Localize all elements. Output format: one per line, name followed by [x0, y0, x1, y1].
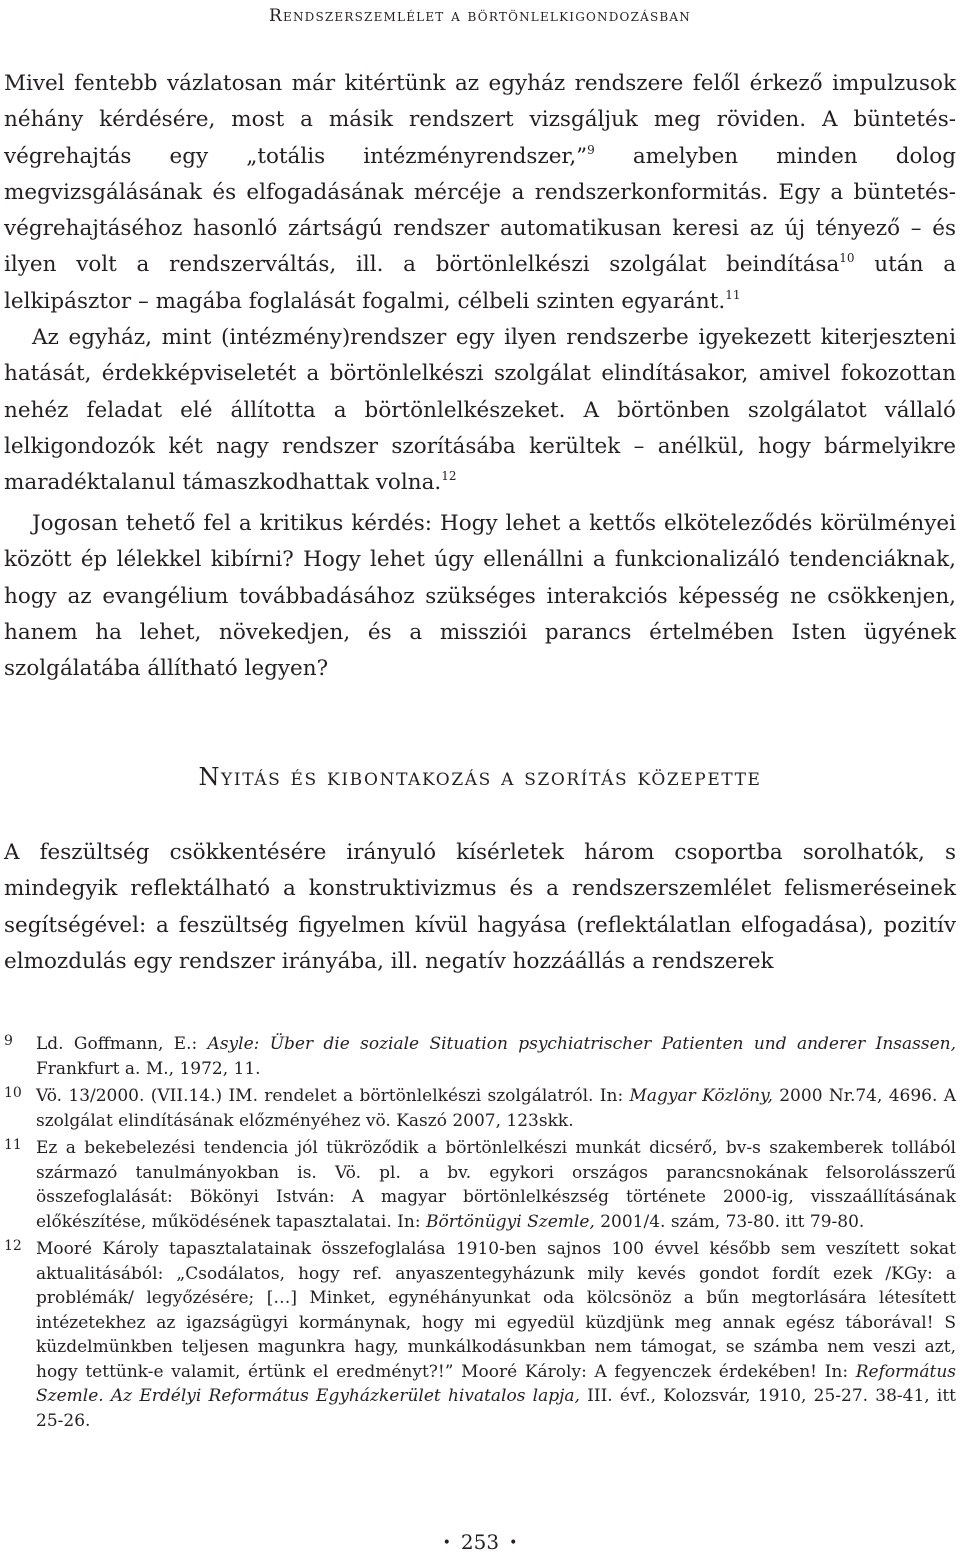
footnote-9	[4, 1032, 956, 1081]
footnote-11	[4, 1136, 956, 1234]
footnote-text: III. évf., Kolozsvár, 1910, 25-27. 38-41, itt 25-26.	[36, 1386, 957, 1431]
footnote-12	[4, 1237, 956, 1433]
footnote-title: Asyle: Über die soziale Situation psychiatrischer Patienten und anderer Insassen,	[207, 1034, 956, 1054]
footnote-number: 9	[4, 1033, 13, 1049]
bullet-ornament: •	[509, 1535, 518, 1551]
footnote-number: 11	[4, 1137, 22, 1153]
footnote-number: 10	[4, 1085, 22, 1101]
paragraph-text: után a lelkipásztor – magába foglalását fogalmi, célbeli szinten egyaránt.	[4, 252, 957, 314]
footnote-ref-10[interactable]: 10	[839, 251, 855, 266]
footnote-title: Börtönügyi Szemle,	[425, 1211, 595, 1232]
bullet-ornament: •	[442, 1535, 451, 1551]
paragraph-4	[4, 835, 956, 980]
paragraph-text: Mivel fentebb vázlatosan már kitértünk az egyház rendszere felől érkező impulzusok néhány kérdésére, most a másik rendszert vizsgáljuk meg röviden. A büntetés-végrehajtás egy „totális intézményrendszer,”	[4, 71, 956, 169]
paragraph-1	[4, 66, 956, 320]
paragraph-text: Az egyház, mint (intézmény)rendszer egy ilyen rendszerbe igyekezett kiterjeszteni hatását, érdekképviseletét a börtönlelkészi szolgálat elindításakor, amivel fokozottan nehéz feladat elé állította a börtönlelkészeket. A börtönben szolgálatot vállaló lelkigondozók két nagy rendszer szorításába kerültek – anélkül, hogy bármelyikre maradéktalanul támaszkodhattak volna.	[4, 325, 956, 496]
running-head: Rendszerszemlélet a börtönlelkigondozásban	[268, 6, 691, 26]
footnote-text: Frankfurt a. M., 1972, 11.	[36, 1058, 261, 1079]
footnote-text: Ld. Goffmann, E.:	[36, 1034, 208, 1054]
paragraph-2	[4, 320, 956, 501]
footnote-text: Ez a bekebelezési tendencia jól tükröződik a börtönlelkészi munkát dicsérő, bv-s szakemberek tollából származó tanulmányokban is. Vö. pl. a bv. egykori országos parancsnokának felsorolásszerű összefoglalását: Bökönyi István: A magyar börtönlelkészség története 2000-ig, visszaállításának előkészítése, működésének tapasztalatai. In:	[36, 1138, 956, 1232]
footnote-number: 12	[4, 1238, 22, 1254]
footnote-text: 2001/4. szám, 73-80. itt 79-80.	[594, 1211, 865, 1232]
footnote-title: Református Szemle. Az Erdélyi Református Egyházkerület hivatalos lapja,	[36, 1361, 956, 1406]
footnote-ref-11[interactable]: 11	[725, 287, 741, 302]
footnote-title: Magyar Közlöny,	[629, 1086, 773, 1106]
paragraph-text: Jogosan tehető fel a kritikus kérdés: Hogy lehet a kettős elköteleződés körülményei között ép lélekkel kibírni? Hogy lehet úgy ellenállni a funkcionalizáló tendenciáknak, hogy az evangélium továbbadásához szükséges interakciós képesség ne csökkenjen, hanem ha lehet, növekedjen, és a missziói parancs értelmében Isten ügyének szolgálatába állítható legyen?	[4, 511, 956, 682]
footnote-text: Vö. 13/2000. (VII.14.) IM. rendelet a börtönlelkészi szolgálatról. In:	[36, 1086, 630, 1106]
page-number-value: 253	[460, 1530, 500, 1554]
section-heading: Nyitás és kibontakozás a szorítás közepette	[198, 763, 762, 791]
footnote-text: 2000 Nr.74, 4696. A szolgálat elindításának előzményéhez vö. Kaszó 2007, 123skk.	[36, 1086, 956, 1131]
page-number	[0, 1530, 960, 1554]
footnote-text: Mooré Károly tapasztalatainak összefoglalása 1910-ben sajnos 100 évvel később sem veszített sokat aktualitásából: „Csodálatos, hogy ref. anyaszentegyházunk mily kevés gondot fordít ezek /KGy: a problémák/ legyőzésére; […] Minket, egynéhányunkat oda kölcsönöz a bűn megtorlására létesített intézetekhez az igazságügyi kormánynak, hogy mi egyedül küzdjünk meg annak egész táborával! S küzdelmünkben teljesen magunkra hagy, munkálkodásunkban nem támogat, se számba nem veszi azt, hogy tettünk-e valamit, értünk el eredményt?!” Mooré Károly: A fegyenczek érdekében! In:	[36, 1239, 956, 1382]
footnote-ref-12[interactable]: 12	[441, 469, 457, 484]
footnote-ref-9[interactable]: 9	[587, 142, 595, 157]
paragraph-3	[4, 506, 956, 687]
footnotes	[4, 1032, 956, 1436]
paragraph-text: A feszültség csökkentésére irányuló kísérletek három csoportba sorolhatók, s mindegyik reflektálható a konstruktivizmus és a rendszerszemlélet felismeréseinek segítségével: a feszültség figyelmen kívül hagyása (reflektálatlan elfogadása), pozitív elmozdulás egy rendszer irányába, ill. negatív hozzáállás a rendszerek	[4, 840, 956, 974]
paragraph-text: amelyben minden dolog megvizsgálásának és elfogadásának mércéje a rendszerkonformitás. Egy a büntetés-végrehajtáséhoz hasonló zártságú rendszer automatikusan keresi az új tényező – és ilyen volt a rendszerváltás, ill. a börtönlelkészi szolgálat beindítása	[4, 143, 956, 278]
footnote-10	[4, 1084, 956, 1133]
